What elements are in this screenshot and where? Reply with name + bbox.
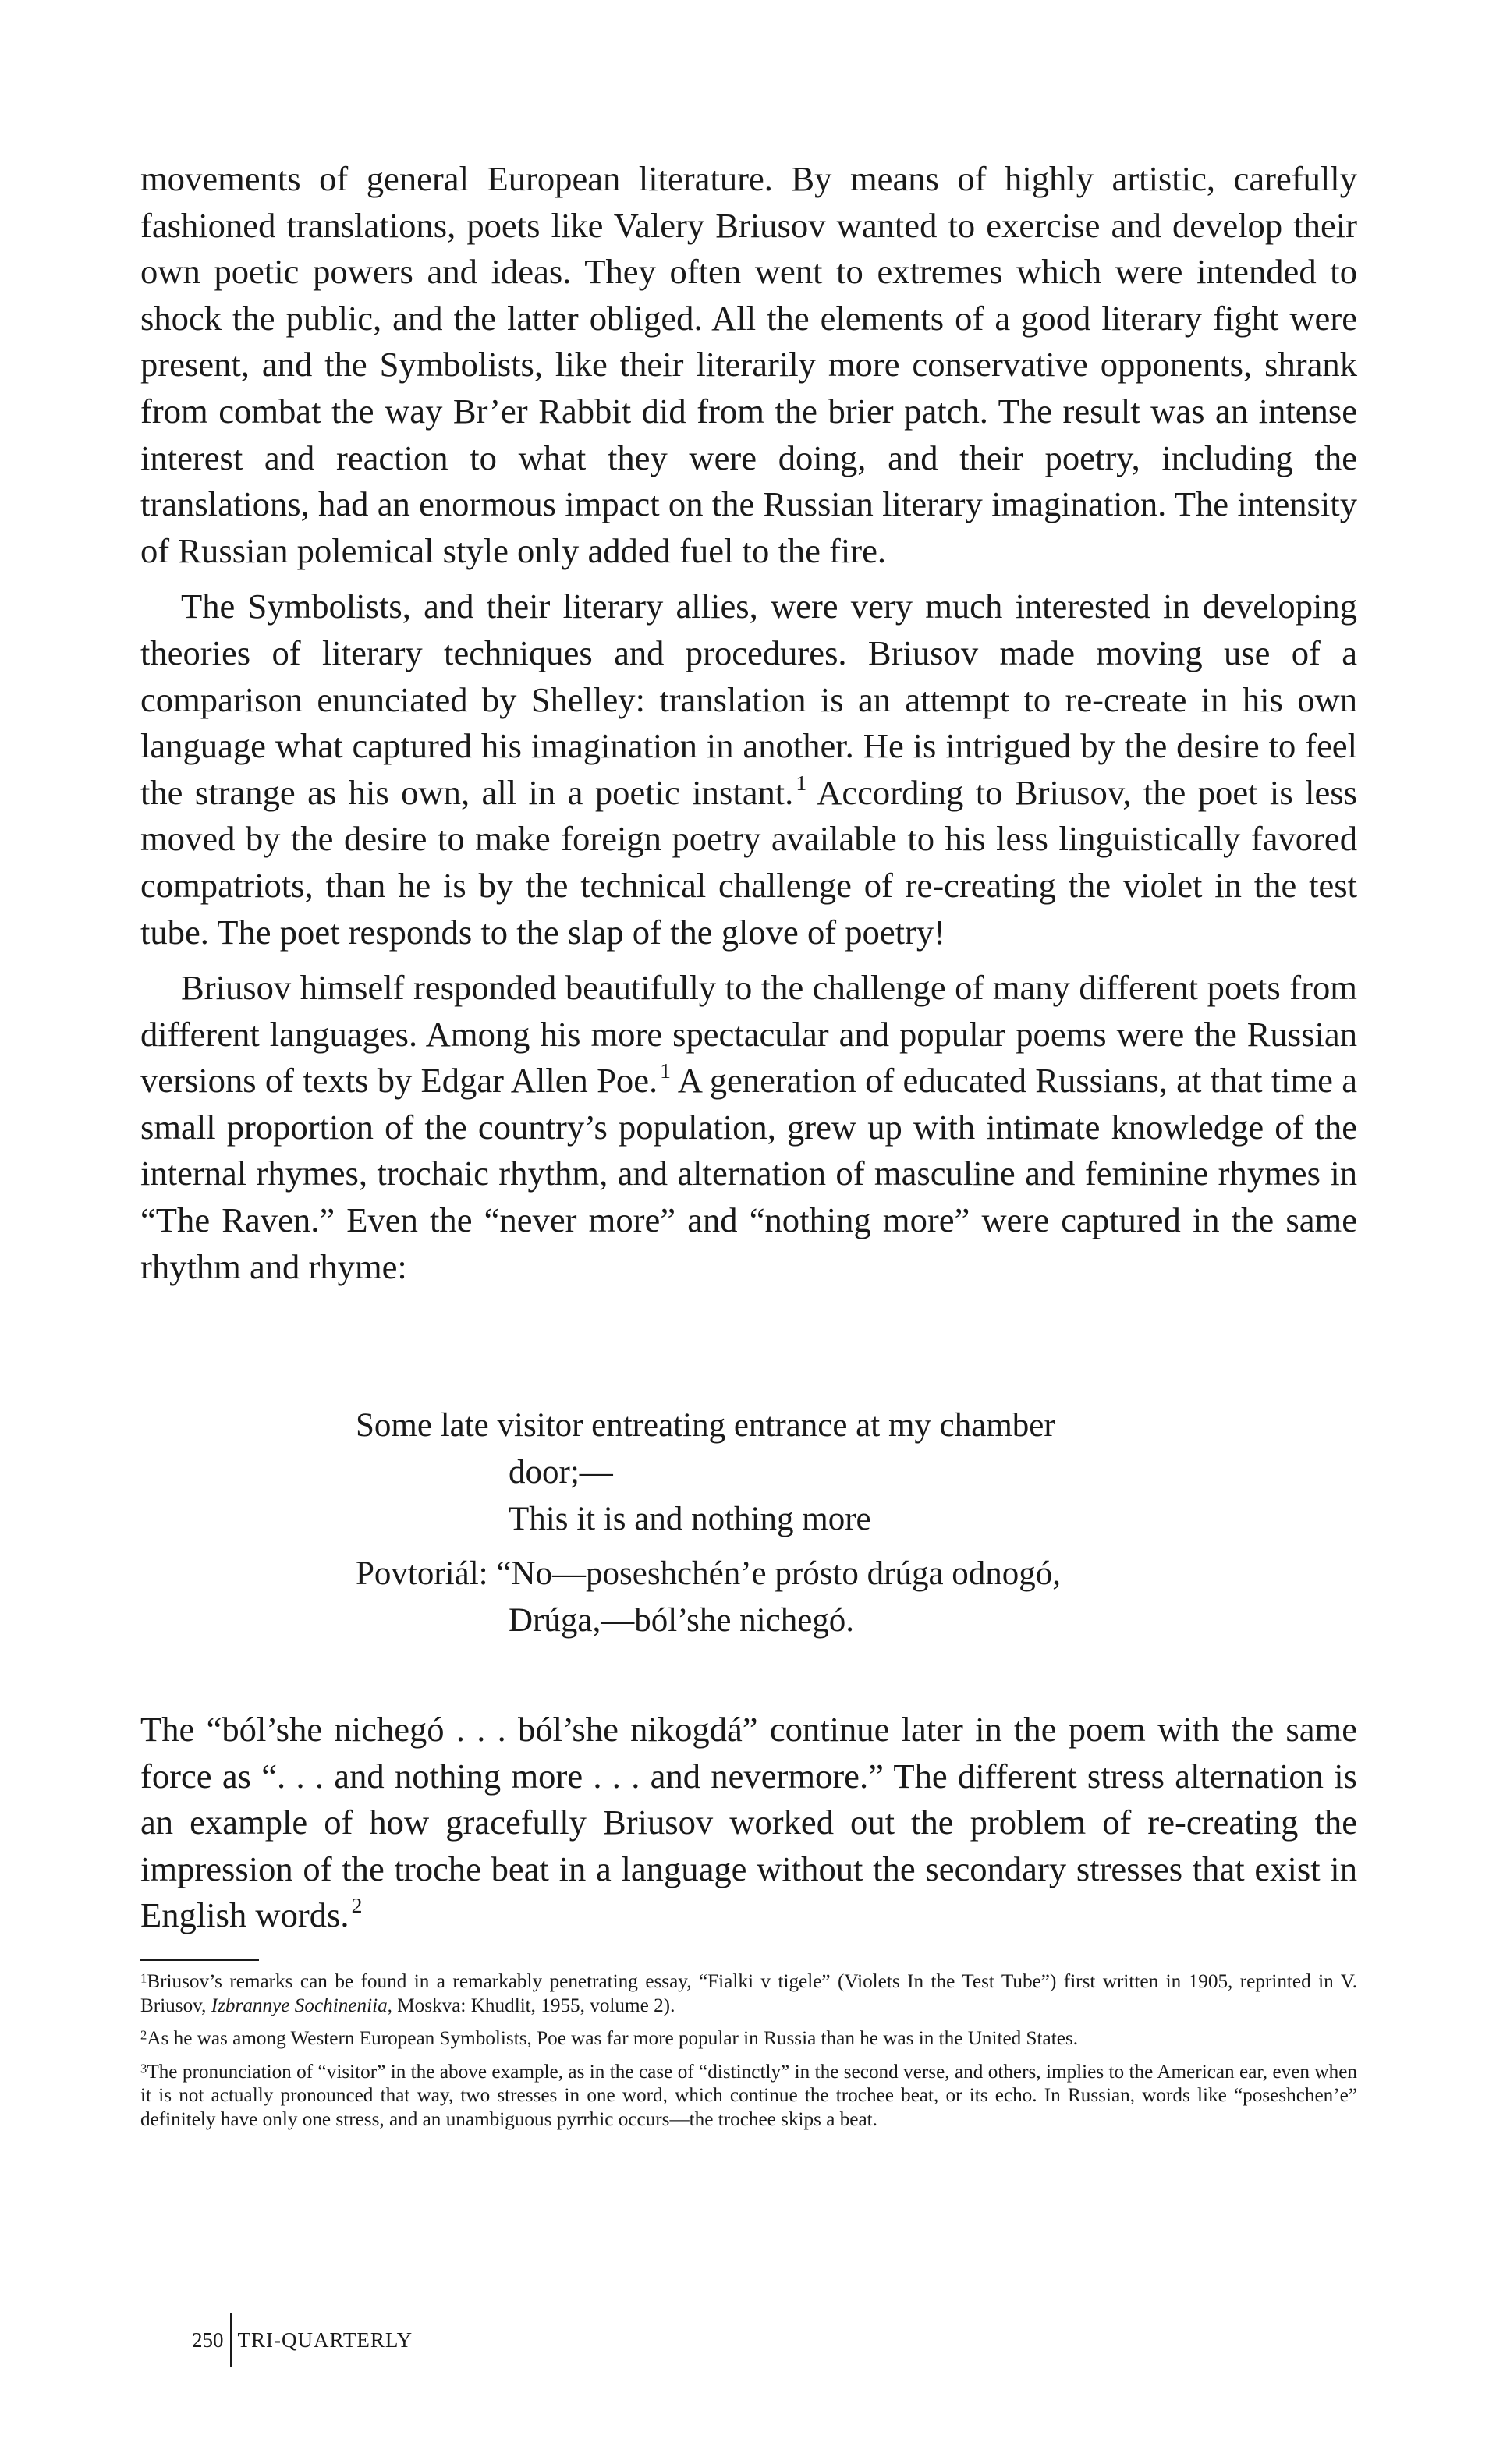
journal-name: TRI-QUARTERLY — [237, 2328, 413, 2352]
verse-line-4: Povtoriál: “No—poseshchén’e prósto drúga odnogó, — [356, 1555, 1062, 1592]
footnote-2-number: 2 — [140, 2027, 147, 2043]
verse-line-3: This it is and nothing more — [509, 1501, 871, 1537]
paragraph-3 — [140, 965, 1357, 1290]
verse-line-2: door;— — [509, 1454, 613, 1491]
footnote-1-text-a: Briusov’s remarks can be found in a remarkably penetrating essay, “Fialki v tigele” (Violets In the Test Tube”) first written in 1905, reprinted in V. Briusov, — [140, 1971, 1357, 2016]
body-text — [140, 156, 1357, 1290]
footnote-reference[interactable]: 1 — [796, 770, 807, 795]
footnote-3 — [140, 2061, 1357, 2133]
paragraph-2 — [140, 583, 1357, 955]
footnote-divider — [140, 1959, 259, 1961]
paragraph-2-text-b: According to Briusov, the poet is less moved by the desire to make foreign poetry available to his less linguistically favored compatriots, than he is by the technical challenge of re-creating the violet in the test tube. The poet responds to the slap of the glove of poetry! — [140, 772, 1357, 952]
verse-line-5: Drúga,—ból’she nichegó. — [509, 1602, 855, 1639]
paragraph-4 — [140, 1707, 1357, 1939]
footnote-2 — [140, 2027, 1357, 2051]
footnote-3-text: The pronunciation of “visitor” in the above example, as in the case of “distinctly” in the second verse, and others, implies to the American ear, even when it is not actually pronounced that way, two stresses in one word, which continue the trochee beat, or its echo. In Russian, words like “poseshchen’e” definitely have only one stress, and an unambiguous pyrrhic occurs—the trochee skips a beat. — [140, 2061, 1357, 2130]
paragraph-3-text-a: Briusov himself responded beautifully to the challenge of many different poets from different languages. Among his more spectacular and popular poems were the Russian versions of texts by Edgar Allen Poe. — [140, 968, 1357, 1101]
footnote-reference[interactable]: 1 — [660, 1058, 671, 1083]
footnote-1-italic-title: Izbrannye Sochineniia, — [211, 1994, 392, 2016]
page-number: 250 — [192, 2328, 224, 2352]
footnote-1-text-b: Moskva: Khudlit, 1955, volume 2). — [392, 1994, 675, 2016]
verse-gap — [356, 1543, 1214, 1551]
page-footer — [192, 2313, 413, 2367]
paragraph-4-text: The “ból’she nichegó . . . ból’she nikogdá” continue later in the poem with the same force as “. . . and nothing more . . . and nevermore.” The different stress alternation is an example of how gracefully Briusov worked out the problem of re-creating the impression of the troche beat in a language without the secondary stresses that exist in English words. — [140, 1710, 1357, 1935]
after-verse-text — [140, 1707, 1357, 1939]
footnotes — [140, 1970, 1357, 2141]
verse-block — [356, 1402, 1214, 1644]
paragraph-1: movements of general European literature. By means of highly artistic, carefully fashioned translations, poets like Valery Briusov wanted to exercise and develop their own poetic powers and ideas. They often went to extremes which were intended to shock the public, and the latter obliged. All the elements of a good literary fight were present, and the Symbolists, like their literarily more conservative opponents, shrank from combat the way Br’er Rabbit did from the brier patch. The result was an intense interest and reaction to what they were doing, and their poetry, including the translations, had an enormous impact on the Russian literary imagination. The intensity of Russian polemical style only added fuel to the fire. — [140, 159, 1357, 570]
paragraph-3-text-b: A generation of educated Russians, at that time a small proportion of the country’s population, grew up with intimate knowledge of the internal rhymes, trochaic rhythm, and alternation of masculine and feminine rhymes in “The Raven.” Even the “never more” and “nothing more” were captured in the same rhythm and rhyme: — [140, 1061, 1357, 1286]
footnote-1-number: 1 — [140, 1970, 147, 1986]
footnote-3-number: 3 — [140, 2060, 147, 2076]
verse-line-1: Some late visitor entreating entrance at my chamber — [356, 1407, 1055, 1444]
footnote-2-text: As he was among Western European Symbolists, Poe was far more popular in Russia than he was in the United States. — [147, 2028, 1079, 2049]
footnote-reference[interactable]: 2 — [351, 1893, 363, 1918]
footnote-1 — [140, 1970, 1357, 2018]
paragraph-2-text-a: The Symbolists, and their literary allies, were very much interested in developing theories of literary techniques and procedures. Briusov made moving use of a comparison enunciated by Shelley: translation is an attempt to re-create in his own language what captured his imagination in another. He is intrigued by the desire to feel the strange as his own, all in a poetic instant. — [140, 587, 1357, 812]
